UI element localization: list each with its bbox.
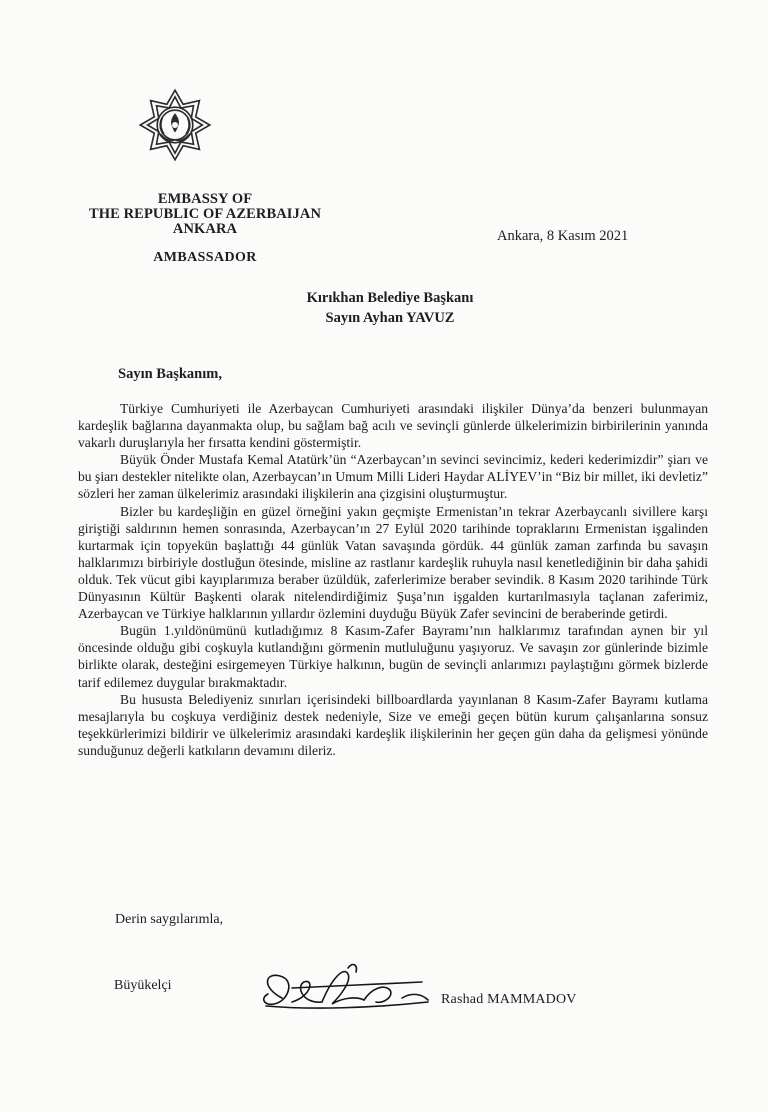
closing-line: Derin saygılarımla, <box>115 912 224 927</box>
body-paragraph: Bugün 1.yıldönümünü kutladığımız 8 Kasım-Zafer Bayramı’nın halklarımız tarafından aynen bir yıl öncesinde olduğu gibi coşkuyla kutlandığını görmenin mutluluğunu yaşıyoruz. Ve savaşın zor günlerinde bizimle birlikte olarak, desteğini esirgemeyen Türkiye halkının, bugün de sevinçli anlarımızı paylaştığını görmek bizlerde tarif edilemez duygular bırakmaktadır. <box>78 623 708 690</box>
letterhead <box>60 192 350 265</box>
letterhead-line-republic: THE REPUBLIC OF AZERBAIJAN <box>88 206 322 222</box>
signer-name: Rashad MAMMADOV <box>441 992 577 1007</box>
body-paragraph: Bu hususta Belediyeniz sınırları içerisindeki billboardlarda yayınlanan 8 Kasım-Zafer Bayramı kutlama mesajlarıyla bu coşkuya verdiğiniz destek nedeniyle, Size ve emeği geçen bütün kurum çalışanlarına sonsuz teşekkürlerimizi bildirir ve ülkelerimiz arasındaki kardeşlik ilişkilerinin her geçen gün daha da gelişmesi yönünde sunduğunuz değerli katkıların devamını dileriz. <box>78 691 708 758</box>
body-paragraph: Türkiye Cumhuriyeti ile Azerbaycan Cumhuriyeti arasındaki ilişkiler Dünya’da benzeri bulunmayan kardeşlik bağlarına dayanmakta olup, bu sağlam bağ acılı ve sevinçli günlerde ülkelerimizin birbirilerinin yanında vakarlı duruşlarıyla her fırsatta kendini göstermiştir. <box>78 401 708 451</box>
body-paragraph: Bizler bu kardeşliğin en güzel örneğini yakın geçmişte Ermenistan’ın tekrar Azerbaycanlı sivillere karşı giriştiği saldırının hemen sonrasında, Azerbaycan’ın 27 Eylül 2020 tarihinde topraklarını Ermenistan işgalinden kurtarmak için topyekün başlattığı 44 günlük Vatan savaşında gördük. 44 günlük zaman zarfında bu savaşın halklarımızı birbiriyle dostluğun ötesinde, misline az rastlanır kardeşlik ruhuyla nasıl kenetlediğinin bir daha şahidi olduk. Tek vücut gibi kayıplarımıza beraber üzüldük, zaferlerimize beraber sevindik. 8 Kasım 2020 tarihinde Türk Dünyasının Kültür Başkenti olarak nitelendirdiğimiz Şuşa’nın işgalden kurtarılmasıyla taçlanan zaferimiz, Azerbaycan ve Türkiye halklarının yıllardır özlemini duyduğu Büyük Zafer sevincini de beraberinde getirdi. <box>78 503 708 622</box>
handwritten-signature <box>252 958 442 1020</box>
recipient-name: Sayın Ayhan YAVUZ <box>325 310 455 326</box>
recipient-block <box>240 288 540 328</box>
body-paragraph: Büyük Önder Mustafa Kemal Atatürk’ün “Azerbaycan’ın sevinci sevincimiz, kederi kederimizdir” şiarı ve bu şiarı destekler nitelikte olan, Azerbaycan’ın Umum Milli Lideri Haydar ALİYEV’in “Biz bir millet, iki devletiz” sözleri her zaman ülkelerimiz arasındaki ilişkilerin ana çizgisini oluşturmuştur. <box>78 452 708 502</box>
letter-date: Ankara, 8 Kasım 2021 <box>497 228 629 244</box>
state-emblem-icon <box>138 88 212 162</box>
signer-title: Büyükelçi <box>114 978 172 993</box>
salutation: Sayın Başkanım, <box>118 366 222 382</box>
letterhead-ambassador: AMBASSADOR <box>153 250 257 265</box>
letterhead-line-city: ANKARA <box>172 221 238 237</box>
recipient-office: Kırıkhan Belediye Başkanı <box>306 290 474 306</box>
letterhead-line-embassy: EMBASSY OF <box>157 191 253 207</box>
letter-body <box>78 400 708 759</box>
